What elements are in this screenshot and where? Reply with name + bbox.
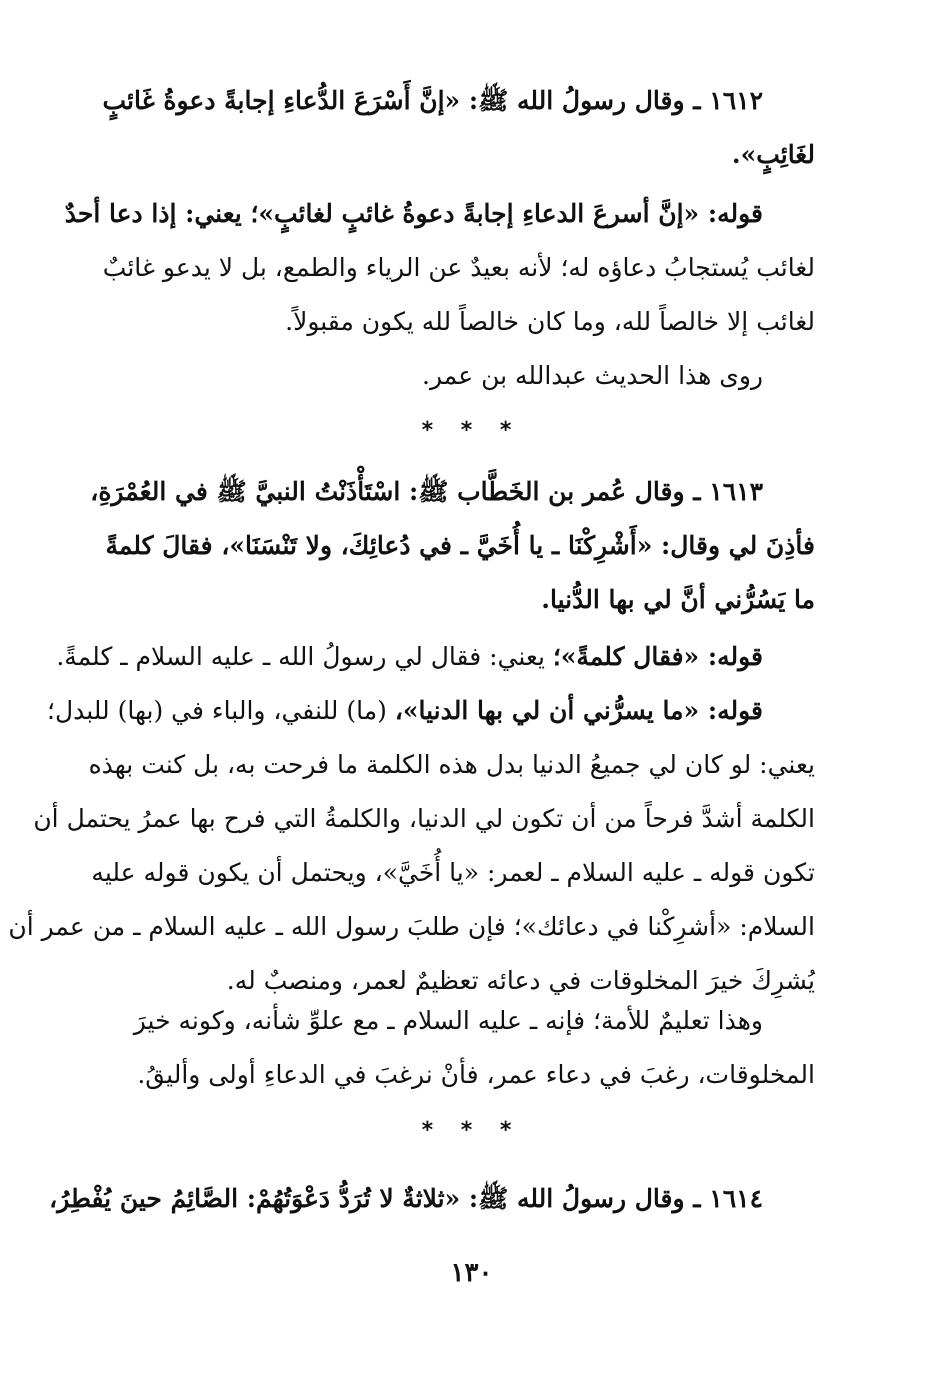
- section-separator: * * *: [421, 418, 522, 443]
- commentary-1612-line-3: لغائب إلا خالصاً لله، وما كان خالصاً لله يكون مقبولاً.: [285, 307, 815, 336]
- commentary-1612-line-1: قوله: «إنَّ أسرعَ الدعاءِ إجابةً دعوةُ غائبٍ لغائبٍ»؛ يعني: إذا دعا أحدٌ: [64, 199, 763, 228]
- commentary-lead: قوله: «ما يسرُّني أن لي بها الدنيا»،: [394, 696, 763, 725]
- hadith-1614: [49, 1172, 815, 1226]
- hadith-1613-line-2: فأذِنَ لي وقال: «أَشْرِكْنَا ـ يا أُخَيَّ ـ في دُعائِكَ، ولا تَنْسَنَا»، فقالَ كلمةً: [105, 531, 815, 560]
- hadith-1612-line-1: ١٦١٢ ـ وقال رسولُ الله ﷺ: «إنَّ أَسْرَعَ الدُّعاءِ إجابةً دعوةُ غَائبٍ: [102, 86, 763, 115]
- commentary-1613-b-line-6: يُشرِكَ خيرَ المخلوقات في دعائه تعظيمٌ لعمر، ومنصبٌ له.: [226, 966, 815, 995]
- commentary-1612: [64, 187, 815, 403]
- narrator-note: روى هذا الحديث عبدالله بن عمر.: [422, 361, 763, 390]
- commentary-1613-b-line-1: [47, 684, 815, 738]
- commentary-lead: قوله: «فقال كلمةً»؛: [552, 642, 763, 671]
- commentary-1612-line-2: لغائب يُستجابُ دعاؤه له؛ لأنه بعيدٌ عن الرياء والطمع، بل لا يدعو غائبٌ: [102, 253, 815, 282]
- commentary-1613-c-line-2: المخلوقات، رغبَ في دعاء عمر، فأنْ نرغبَ في الدعاءِ أولى وأليقُ.: [137, 1060, 815, 1089]
- commentary-1613-c-line-1: وهذا تعليمٌ للأمة؛ فإنه ـ عليه السلام ـ مع علوِّ شأنه، وكونه خيرَ: [133, 1006, 763, 1035]
- commentary-text: (ما) للنفي، والباء في (بها) للبدل؛: [47, 696, 395, 725]
- commentary-1613-a-line: [56, 630, 815, 684]
- commentary-1613-b: [8, 684, 815, 1008]
- hadith-1613-line-3: ما يَسُرُّني أنَّ لي بها الدُّنيا.: [541, 585, 815, 614]
- commentary-1613-b-line-2: يعني: لو كان لي جميعُ الدنيا بدل هذه الكلمة ما فرحت به، بل كنت بهذه: [88, 750, 815, 779]
- hadith-1612: [103, 74, 815, 182]
- commentary-1613-b-line-4: تكون قوله ـ عليه السلام ـ لعمر: «يا أُخَيَّ»، ويحتمل أن يكون قوله عليه: [91, 858, 815, 887]
- commentary-1613-b-line-5: السلام: «أشرِكْنا في دعائك»؛ فإن طلبَ رسول الله ـ عليه السلام ـ من عمر أن: [8, 912, 815, 941]
- hadith-1613-line-1: ١٦١٣ ـ وقال عُمر بن الخَطَّاب ﷺ: اسْتَأْذَنْتُ النبيَّ ﷺ في العُمْرَةِ،: [90, 477, 763, 506]
- section-separator: * * *: [421, 1118, 522, 1143]
- hadith-1612-line-2: لغَائِبٍ».: [731, 140, 815, 169]
- commentary-1613-a: [56, 630, 815, 684]
- commentary-1613-b-line-3: الكلمة أشدَّ فرحاً من أن تكون لي الدنيا، والكلمةُ التي فرح بها عمرُ يحتمل أن: [33, 804, 815, 833]
- hadith-1613: [90, 465, 815, 627]
- page-number: ١٣٠: [450, 1258, 493, 1288]
- hadith-1614-line-1: ١٦١٤ ـ وقال رسولُ الله ﷺ: «ثلاثةٌ لا تُرَدُّ دَعْوَتُهُمْ: الصَّائِمُ حينَ يُفْطِرُ،: [49, 1184, 763, 1213]
- commentary-text: يعني: فقال لي رسولُ الله ـ عليه السلام ـ كلمةً.: [56, 642, 553, 671]
- commentary-1613-c: [103, 994, 815, 1102]
